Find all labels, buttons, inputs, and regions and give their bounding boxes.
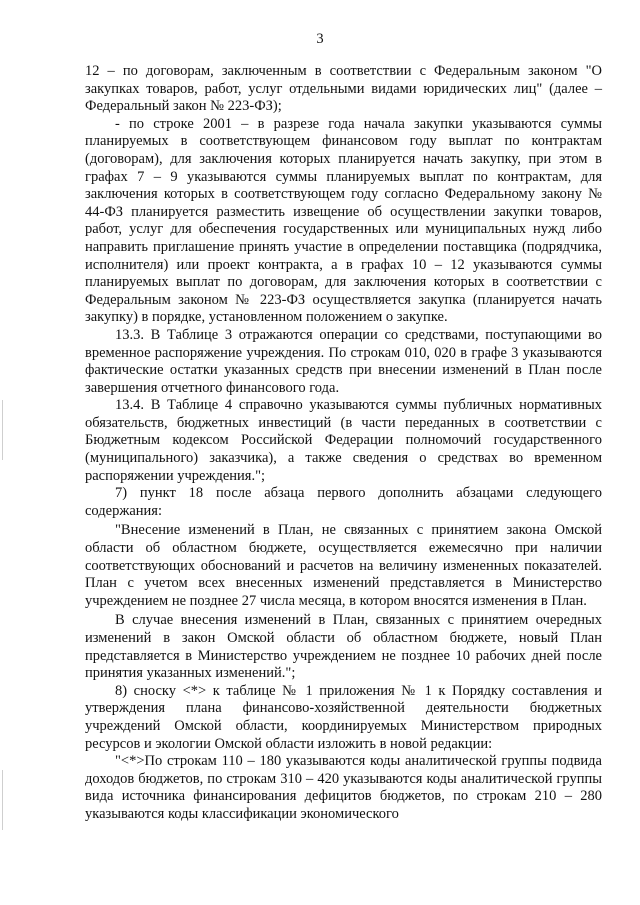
paragraph: 12 – по договорам, заключенным в соответствии с Федеральным законом "О закупках товаров, работ, услуг отдельными видами юридических лиц" (далее – Федеральный закон № 223-ФЗ); (85, 63, 602, 115)
paragraph: 13.3. В Таблице 3 отражаются операции со средствами, поступающими во временное распоряжение учреждения. По строкам 010, 020 в графе 3 указываются фактические остатки указанных средств при внесении изменений в План после завершения отчетного финансового года. (85, 326, 602, 396)
document-body (85, 63, 602, 824)
scan-edge-mark (2, 770, 3, 830)
page-number: 3 (316, 31, 324, 47)
paragraph: "Внесение изменений в План, не связанных с принятием закона Омской области об областном бюджете, осуществляется ежемесячно при наличии соответствующих обоснований и расчетов на величину измененных показателей. План с учетом всех внесенных изменений представляется в Министерство учреждением не позднее 27 числа месяца, в котором вносятся изменения в План. (85, 522, 602, 609)
scan-edge-mark (2, 400, 3, 460)
paragraph: 7) пункт 18 после абзаца первого дополнить абзацами следующего содержания: (85, 485, 602, 519)
paragraph: 13.4. В Таблице 4 справочно указываются суммы публичных нормативных обязательств, бюджетных инвестиций (в части переданных в соответствии с Бюджетным кодексом Российской Федерации полномочий государственного (муниципального) заказчика), а также сведения о средствах во временном распоряжении учреждения."; (85, 397, 602, 484)
paragraph: В случае внесения изменений в План, связанных с принятием очередных изменений в закон Омской области об областном бюджете, новый План представляется в Министерство учреждением не позднее 10 рабочих дней после принятия указанных изменений."; (85, 612, 602, 682)
paragraph: "<*>По строкам 110 – 180 указываются коды аналитической группы подвида доходов бюджетов, по строкам 310 – 420 указываются коды аналитической группы вида источника финансирования дефицитов бюджетов, по строкам 210 – 280 указываются коды классификации экономического (85, 753, 602, 822)
paragraph: 8) сноску <*> к таблице № 1 приложения № 1 к Порядку составления и утверждения плана финансово-хозяйственной деятельности бюджетных учреждений Омской области, координируемых Министерством природных ресурсов и экологии Омской области изложить в новой редакции: (85, 682, 602, 752)
paragraph: - по строке 2001 – в разрезе года начала закупки указываются суммы планируемых в соответствующем финансовом году выплат по контрактам (договорам), для заключения которых планируется начать закупку, при этом в графах 7 – 9 указываются суммы планируемых выплат по контрактам, для заключения которых в соответствующем году согласно Федеральному закону № 44-ФЗ планируется разместить извещение об осуществлении закупки товаров, работ, услуг для обеспечения государственных или муниципальных нужд либо направить приглашение принять участие в определении поставщика (подрядчика, исполнителя) или проект контракта, а в графах 10 – 12 указываются суммы планируемых выплат по договорам, для заключения которых в соответствии с Федеральным законом № 223-ФЗ осуществляется закупка (планируется начать закупку) в порядке, установленном положением о закупке. (85, 115, 602, 326)
